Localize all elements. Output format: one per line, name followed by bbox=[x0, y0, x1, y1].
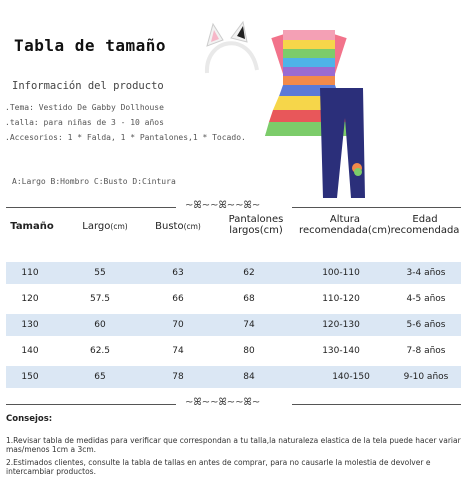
info-accessories: .Accesorios: 1 * Falda, 1 * Pantalones,1 * Tocado. bbox=[5, 133, 246, 142]
divider-right-bottom bbox=[292, 404, 461, 405]
cat-ear-headband-icon bbox=[207, 22, 257, 73]
header-pants: Pantalones largos(cm) bbox=[228, 214, 284, 236]
header-age: Edad recomendada bbox=[390, 214, 460, 236]
table-row: 110 55 63 62 100-110 3-4 años bbox=[6, 262, 461, 284]
header-size: Tamaño bbox=[10, 221, 54, 232]
tip-1: 1.Revisar tabla de medidas para verificar que correspondan a tu talla,la naturaleza elastica de la tela puede hacer variar mas/menos 1cm a 3cm. bbox=[6, 436, 461, 454]
tip-2: 2.Estimados clientes, consulte la tabla de tallas en antes de comprar, para no causarle la molestia de devolver e intercambiar productos. bbox=[6, 458, 431, 476]
table-row: 120 57.5 66 68 110-120 4-5 años bbox=[21, 294, 446, 304]
table-row: 140 62.5 74 80 130-140 7-8 años bbox=[21, 346, 446, 356]
divider-ornament-icon: ~ꕤ~~ꕤ~~ꕤ~ bbox=[185, 200, 261, 211]
info-theme: .Tema: Vestido De Gabby Dollhouse bbox=[5, 103, 164, 112]
measurement-legend: A:Largo B:Hombro C:Busto D:Cintura bbox=[12, 177, 176, 186]
header-bust: Busto(cm) bbox=[155, 221, 201, 232]
divider-left-bottom bbox=[6, 404, 176, 405]
pants-icon bbox=[320, 88, 365, 198]
header-height: Altura recomendada(cm) bbox=[299, 214, 391, 236]
tips-title: Consejos: bbox=[6, 414, 53, 424]
product-info-heading: Información del producto bbox=[12, 80, 164, 92]
header-length: Largo(cm) bbox=[82, 221, 128, 232]
info-size-range: .talla: para niñas de 3 - 10 años bbox=[5, 118, 164, 127]
divider-right bbox=[292, 207, 461, 208]
table-row: 130 60 70 74 120-130 5-6 años bbox=[6, 314, 461, 336]
divider-ornament-icon: ~ꕤ~~ꕤ~~ꕤ~ bbox=[185, 397, 261, 408]
product-illustration bbox=[195, 18, 370, 203]
page-title: Tabla de tamaño bbox=[14, 36, 166, 55]
divider-left bbox=[6, 207, 176, 208]
table-row: 150 65 78 84 140-150 9-10 años bbox=[6, 366, 461, 388]
